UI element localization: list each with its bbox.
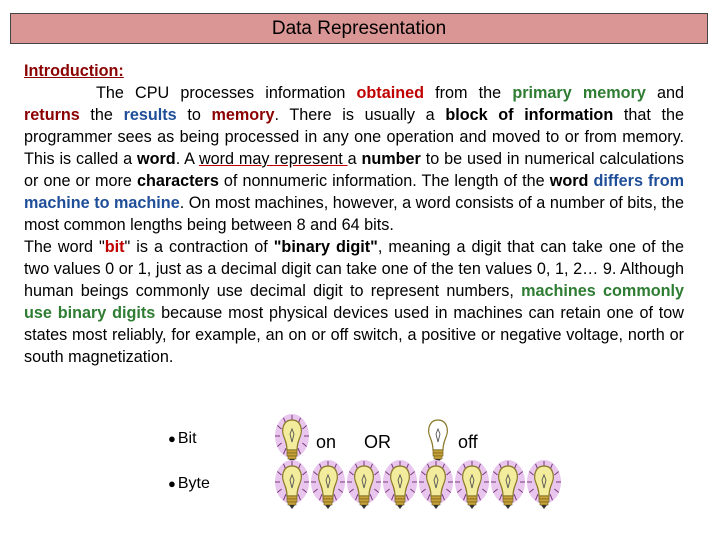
label-on: on <box>316 432 337 452</box>
p2-text-run: , meaning a digit that can take one of the two values 0 or 1, just as a decimal digit can take one of the ten values 0, 1, 2… 9. Although human beings commonly use decimal digit to represent numbers, <box>24 238 684 300</box>
p1-text-run: a <box>347 150 362 168</box>
paragraph-2 <box>24 236 684 368</box>
p1-text-run: to <box>176 106 212 124</box>
p1-text-run: word may represent <box>198 150 348 168</box>
p1-text-run: word <box>549 172 589 190</box>
p2-text-run: bit <box>104 238 125 256</box>
bullet-dot-icon: ● <box>168 476 176 491</box>
p1-text-run: . There is usually a <box>274 106 446 124</box>
paragraph-1 <box>24 82 684 236</box>
lightbulb-on-icon <box>274 458 310 522</box>
p1-text-run: word <box>137 150 176 168</box>
page-title: Data Representation <box>271 18 447 39</box>
bullet-byte <box>168 475 210 493</box>
p1-text-run: obtained <box>356 84 424 102</box>
p1-text-run: The CPU processes information <box>96 84 357 102</box>
bullet-bit-label: Bit <box>177 430 197 447</box>
intro-heading: Introduction: <box>24 62 124 80</box>
lightbulb-on-icon <box>382 458 418 522</box>
p1-text-run: memory <box>211 106 275 124</box>
p2-text-run: " is a contraction of <box>124 238 274 256</box>
p1-text-run: . A <box>175 150 199 168</box>
lightbulb-on-icon <box>454 458 490 522</box>
p1-text-run: the <box>79 106 124 124</box>
p1-text-run: results <box>123 106 177 124</box>
p1-text-run: number <box>361 150 421 168</box>
body-text <box>24 60 684 368</box>
p1-text-run: to be used in numerical calculations or one or more <box>24 150 684 190</box>
p2-text-run: because most physical devices used in machines can retain one of tow states most reliably, for example, an on or off switch, a positive or negative voltage, north or south magnetization. <box>24 304 684 366</box>
p1-text-run: . On most machines, however, a word consists of a number of bits, the most common lengths being between 8 and 64 bits. <box>24 194 685 234</box>
lightbulb-on-icon <box>526 458 562 522</box>
p1-text-run: that the programmer sees as being processed in any one operation and moved to or from memory. This is called a <box>24 106 685 168</box>
p2-text-run: The word " <box>24 238 105 256</box>
p2-text-run: machines commonly use binary digits <box>24 282 684 322</box>
p1-text-run: and <box>645 84 684 102</box>
lightbulb-on-icon <box>418 458 454 522</box>
p1-text-run: block of information <box>445 106 614 124</box>
bullet-dot-icon: ● <box>168 431 176 446</box>
lightbulb-on-icon <box>346 458 382 522</box>
p1-text-run: primary memory <box>512 84 646 102</box>
p1-text-run: of nonnumeric information. The length of the <box>218 172 550 190</box>
title-bar <box>10 13 708 44</box>
label-or: OR <box>364 432 391 452</box>
p1-text-run: from the <box>423 84 513 102</box>
lightbulb-on-icon <box>490 458 526 522</box>
label-off: off <box>458 432 478 452</box>
p1-text-run: returns <box>24 106 80 124</box>
bullet-bit <box>168 430 197 448</box>
bullet-byte-label: Byte <box>177 475 210 492</box>
lightbulb-on-icon <box>310 458 346 522</box>
p2-text-run: "binary digit" <box>273 238 378 256</box>
p1-text-run: differs from machine to machine <box>24 172 684 212</box>
p1-text-run: characters <box>136 172 219 190</box>
